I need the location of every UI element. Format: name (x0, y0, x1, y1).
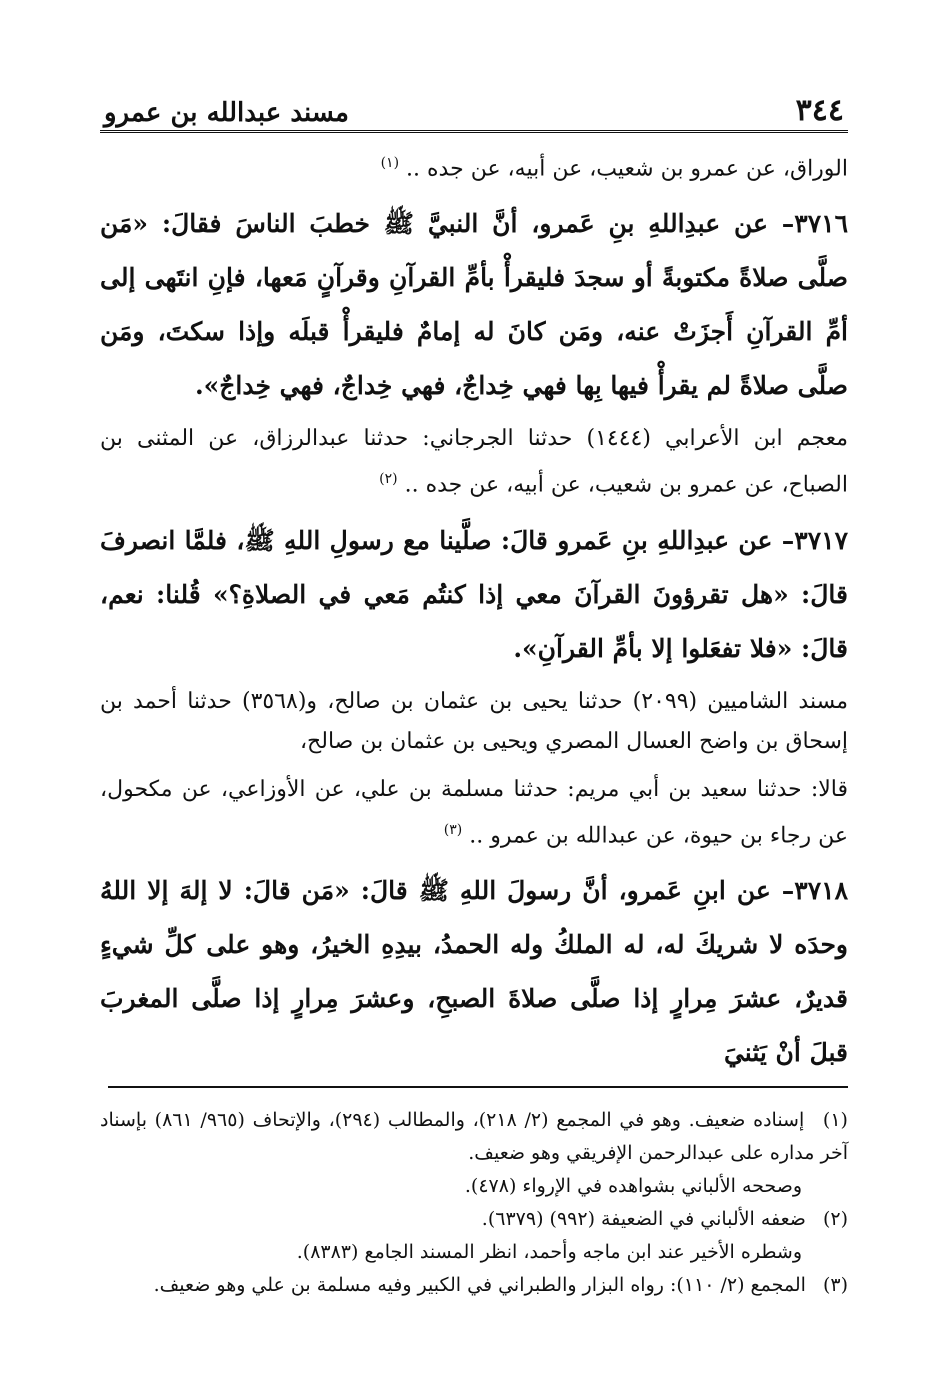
running-title: مسند عبدالله بن عمرو (104, 98, 349, 128)
footnote-separator (108, 1086, 848, 1088)
hadith-paragraph: ٣٧١٧– عن عبدِاللهِ بنِ عَمرو قالَ: صلَّينا مع رسولِ اللهِ ﷺ، فلمَّا انصرفَ قالَ: «هل تقرؤونَ القرآنَ معي إذا كنتُم مَعي في الصلاةِ؟» قُلنا: نعم، قالَ: «فلا تفعَلوا إلا بأمِّ القرآنِ». (100, 525, 848, 663)
hadith-paragraph: ٣٧١٦– عن عبدِاللهِ بنِ عَمرو، أنَّ النبيَّ ﷺ خطبَ الناسَ فقالَ: «مَن صلَّى صلاةً مكتوبةً أو سجدَ فليقرأْ بأمِّ القرآنِ وقرآنٍ مَعها، فإنِ انتَهى إلى أمِّ القرآنِ أَجزَتْ عنه، ومَن كانَ له إمامٌ فليقرأْ قبلَه وإذا سكتَ، ومَن صلَّى صلاةً لم يقرأْ فيها بِها فهي خِداجٌ، فهي خِداجٌ، فهي خِداجٌ». (100, 209, 848, 401)
footnote-continuation: وصححه الألباني بشواهده في الإرواء (٤٧٨). (464, 1174, 802, 1197)
page-number: ٣٤٤ (795, 93, 844, 128)
footnote: (١) إسناده ضعيف. وهو في المجمع (٢/ ٢١٨)، والمطالب (٢٩٤)، والإتحاف (٩٦٥/ ٨٦١) بإسناد آخر مداره على عبدالرحمن الإفريقي وهو ضعيف. (100, 1104, 848, 1170)
footnote-ref: (٢) (379, 471, 398, 488)
footnotes (100, 1104, 848, 1302)
footnote-number: (١) (822, 1108, 848, 1131)
footnote-ref: (١) (380, 155, 400, 171)
footnote-continuation: وشطره الأخير عند ابن ماجه وأحمد، انظر المسند الجامع (٨٣٨٣). (296, 1240, 802, 1263)
footnote: (٢) ضعفه الألباني في الضعيفة (٩٩٢) (٦٣٧٩). (100, 1203, 848, 1236)
source-paragraph: الوراق، عن عمرو بن شعيب، عن أبيه، عن جده .. $^{(١)}$ (380, 155, 848, 182)
page-header (100, 84, 848, 133)
source-paragraph: قالا: حدثنا سعيد بن أبي مريم: حدثنا مسلمة بن علي، عن الأوزاعي، عن مكحول، عن رجاء بن حيوة، عن عبدالله بن عمرو .. $^{(٣)}$ (100, 776, 848, 848)
footnote-number: (٣) (822, 1273, 848, 1296)
source-paragraph: معجم ابن الأعرابي (١٤٤٤) حدثنا الجرجاني: حدثنا عبدالرزاق، عن المثنى بن الصباح، عن عمرو بن شعيب، عن أبيه، عن جده .. $^{(٢)}$ (100, 426, 848, 498)
hadith-paragraph: ٣٧١٨– عن ابنِ عَمرو، أنَّ رسولَ اللهِ ﷺ قالَ: «مَن قالَ: لا إلهَ إلا اللهُ وحدَه لا شريكَ له، له الملكُ وله الحمدُ، بيدِهِ الخيرُ، وهو على كلِّ شيءٍ قديرٌ، عشرَ مِرارٍ إذا صلَّى صلاةَ الصبحِ، وعشرَ مِرارٍ إذا صلَّى المغربَ قبلَ أنْ يَثنيَ (100, 875, 848, 1067)
footnote: (٣) المجمع (٢/ ١١٠): رواه البزار والطبراني في الكبير وفيه مسلمة بن علي وهو ضعيف. (100, 1269, 848, 1302)
footnote-ref: (٣) (443, 821, 463, 838)
source-paragraph: مسند الشاميين (٢٠٩٩) حدثنا يحيى بن عثمان بن صالح، و(٣٥٦٨) حدثنا أحمد بن إسحاق بن واضح العسال المصري ويحيى بن عثمان بن صالح، (100, 688, 848, 754)
footnote-number: (٢) (822, 1207, 848, 1230)
main-text (100, 143, 848, 1080)
